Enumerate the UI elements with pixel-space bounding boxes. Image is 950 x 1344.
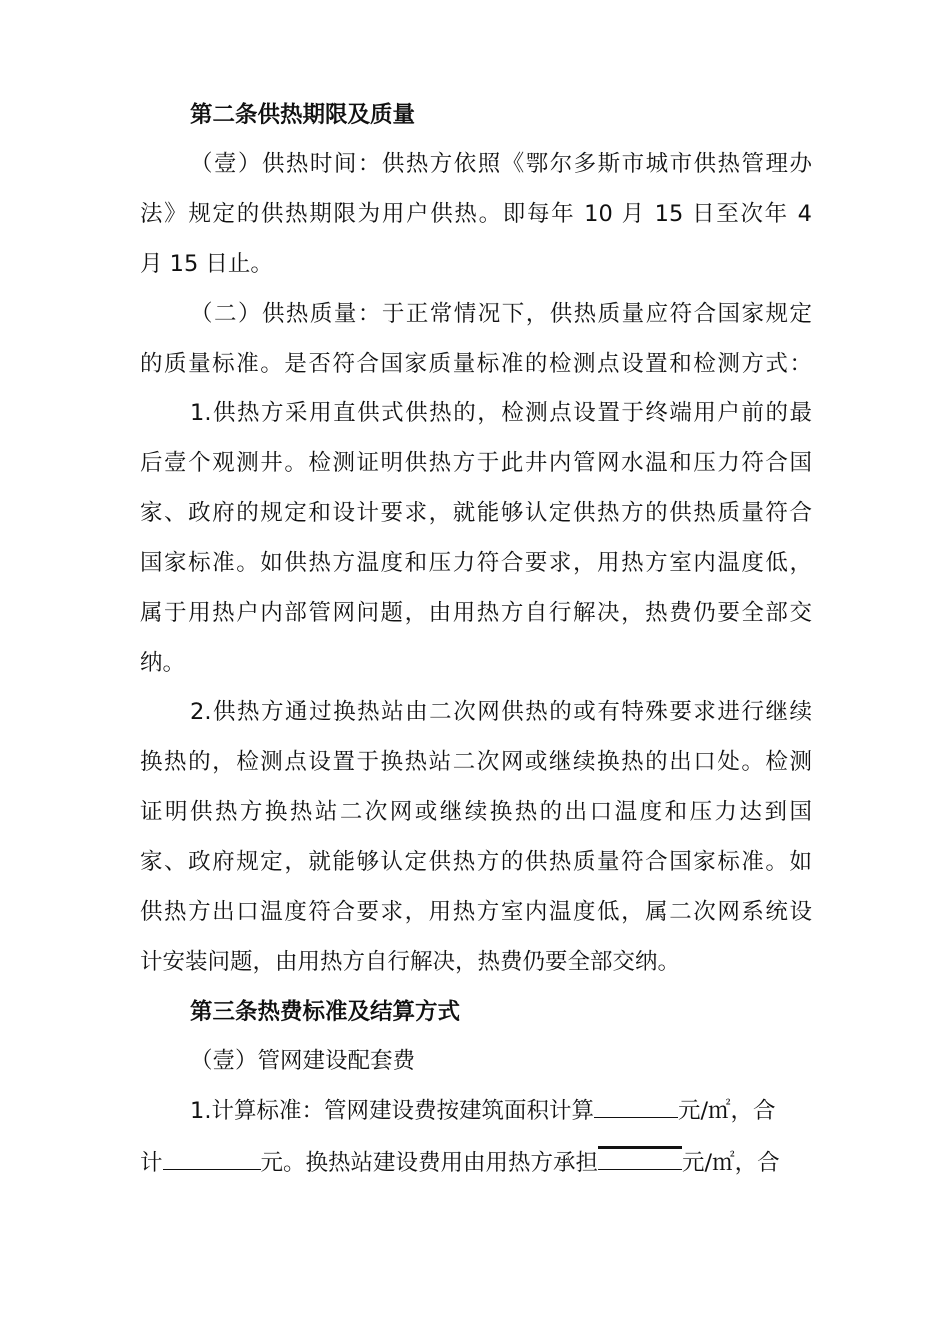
total-fee-blank[interactable] [163, 1149, 261, 1170]
article-2-heading: 第二条供热期限及质量 [190, 102, 416, 128]
paragraph-line: （壹）管网建设配套费 [190, 1048, 416, 1074]
paragraph-line: 月 15 日止。 [140, 251, 273, 277]
paragraph-line: 1.供热方采用直供式供热的，检测点设置于终端用户前的最 [190, 400, 812, 426]
unit-text: 元/㎡，合 [682, 1150, 780, 1176]
paragraph-line: 的质量标准。是否符合国家质量标准的检测点设置和检测方式： [140, 351, 812, 377]
paragraph-line: 后壹个观测井。检测证明供热方于此井内管网水温和压力符合国 [140, 450, 812, 476]
calc-text: 元。换热站建设费用由用热方承担 [260, 1150, 599, 1176]
unit-text: 元/㎡，合 [677, 1098, 776, 1124]
paragraph-line: 法》规定的供热期限为用户供热。即每年 10 月 15 日至次年 4 [140, 201, 812, 227]
station-fee-blank[interactable] [598, 1146, 682, 1170]
paragraph-line: 2.供热方通过换热站由二次网供热的或有特殊要求进行继续 [190, 699, 812, 725]
paragraph-line: 纳。 [140, 650, 186, 676]
paragraph-line: （二）供热质量：于正常情况下，供热质量应符合国家规定 [190, 301, 812, 327]
paragraph-line: （壹）供热时间：供热方依照《鄂尔多斯市城市供热管理办 [190, 151, 812, 177]
paragraph-line: 家、政府规定，就能够认定供热方的供热质量符合国家标准。如 [140, 849, 812, 875]
paragraph-line: 供热方出口温度符合要求，用热方室内温度低，属二次网系统设 [140, 899, 812, 925]
calc-text: 1.计算标准：管网建设费按建筑面积计算 [190, 1098, 594, 1124]
fee-per-sqm-blank[interactable] [594, 1097, 678, 1118]
calc-text: 计 [140, 1150, 163, 1176]
paragraph-line: 家、政府的规定和设计要求，就能够认定供热方的供热质量符合 [140, 500, 812, 526]
calc-line-2 [140, 1146, 780, 1178]
paragraph-line: 换热的，检测点设置于换热站二次网或继续换热的出口处。检测 [140, 749, 812, 775]
paragraph-line: 国家标准。如供热方温度和压力符合要求，用热方室内温度低， [140, 550, 812, 576]
calc-line-1 [190, 1096, 776, 1126]
paragraph-line: 计安装问题，由用热方自行解决，热费仍要全部交纳。 [140, 949, 681, 975]
article-3-heading: 第三条热费标准及结算方式 [190, 999, 461, 1025]
paragraph-line: 证明供热方换热站二次网或继续换热的出口温度和压力达到国 [140, 799, 812, 825]
paragraph-line: 属于用热户内部管网问题，由用热方自行解决，热费仍要全部交 [140, 600, 812, 626]
